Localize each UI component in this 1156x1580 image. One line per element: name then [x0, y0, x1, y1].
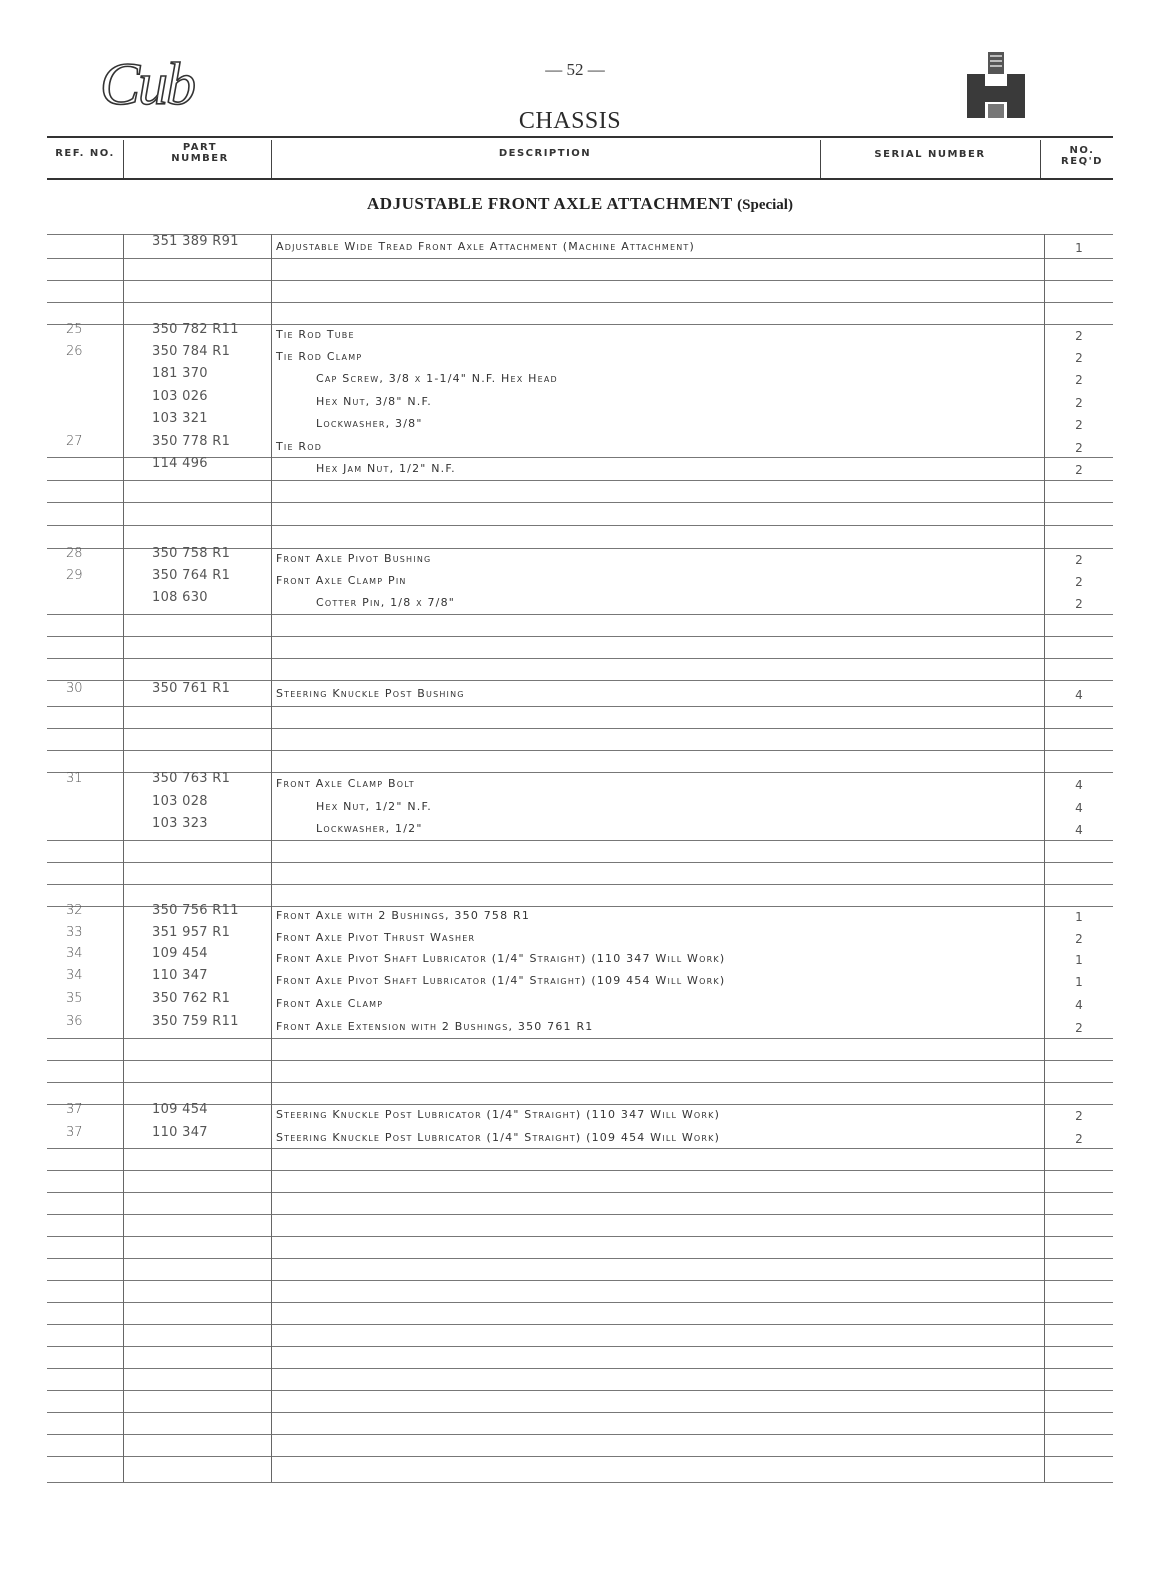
ref-no-cell: 26	[66, 344, 83, 359]
qty-cell: 2	[1075, 329, 1083, 343]
qty-cell: 2	[1075, 463, 1083, 477]
description-cell: Tie Rod Tube	[276, 328, 355, 341]
table-rule	[47, 1412, 1113, 1413]
part-number-cell: 350 778 R1	[152, 434, 231, 449]
qty-cell: 2	[1075, 373, 1083, 387]
description-cell: Front Axle Clamp Bolt	[276, 777, 415, 790]
qty-cell: 2	[1075, 418, 1083, 432]
table-row	[0, 458, 1156, 479]
table-rule	[47, 1170, 1113, 1171]
table-rule	[47, 1456, 1113, 1457]
qty-cell: 2	[1075, 553, 1083, 567]
table-rule	[47, 1192, 1113, 1193]
ref-no-cell: 30	[66, 681, 83, 696]
table-rule	[47, 1258, 1113, 1259]
subtitle-special: (Special)	[737, 197, 793, 213]
part-number-cell: 110 347	[152, 968, 208, 983]
qty-cell: 1	[1075, 910, 1083, 924]
description-cell: Front Axle Pivot Shaft Lubricator (1/4" Straight) (109 454 Will Work)	[276, 974, 726, 987]
table-row	[0, 927, 1156, 948]
description-cell: Steering Knuckle Post Bushing	[276, 687, 465, 700]
description-cell: Front Axle Extension with 2 Bushings, 350 761 R1	[276, 1020, 594, 1033]
table-row	[0, 1127, 1156, 1148]
description-cell: Adjustable Wide Tread Front Axle Attachment (Machine Attachment)	[276, 240, 695, 253]
description-cell: Lockwasher, 3/8"	[316, 417, 423, 430]
table-rule	[47, 750, 1113, 751]
description-cell: Hex Nut, 3/8" N.F.	[316, 395, 432, 408]
table-rule	[47, 1390, 1113, 1391]
table-rule	[47, 502, 1113, 503]
table-row	[0, 391, 1156, 412]
qty-cell: 4	[1075, 998, 1083, 1012]
qty-cell: 4	[1075, 823, 1083, 837]
table-rule	[47, 258, 1113, 259]
table-row	[0, 368, 1156, 389]
description-cell: Hex Jam Nut, 1/2" N.F.	[316, 462, 456, 475]
table-rule	[47, 1236, 1113, 1237]
table-row	[0, 236, 1156, 257]
col-header-serial-number: SERIAL NUMBER	[874, 149, 986, 160]
qty-cell: 4	[1075, 778, 1083, 792]
section-title: CHASSIS	[518, 108, 622, 134]
qty-cell: 1	[1075, 975, 1083, 989]
description-cell: Steering Knuckle Post Lubricator (1/4" Straight) (110 347 Will Work)	[276, 1108, 721, 1121]
part-number-cell: 350 763 R1	[152, 771, 231, 786]
description-cell: Front Axle with 2 Bushings, 350 758 R1	[276, 909, 531, 922]
part-number-cell: 350 784 R1	[152, 344, 231, 359]
table-rule	[47, 1082, 1113, 1083]
page-number: — 52 —	[545, 60, 605, 79]
part-number-cell: 350 782 R11	[152, 322, 239, 337]
qty-cell: 2	[1075, 597, 1083, 611]
ref-no-cell: 34	[66, 968, 83, 983]
description-cell: Front Axle Pivot Shaft Lubricator (1/4" Straight) (110 347 Will Work)	[276, 952, 726, 965]
part-number-cell: 108 630	[152, 590, 208, 605]
description-cell: Front Axle Pivot Bushing	[276, 552, 432, 565]
description-cell: Front Axle Clamp Pin	[276, 574, 407, 587]
table-row	[0, 592, 1156, 613]
ref-no-cell: 37	[66, 1125, 83, 1140]
table-rule	[47, 1280, 1113, 1281]
table-row	[0, 436, 1156, 457]
svg-text:Cub: Cub	[100, 51, 195, 117]
part-number-cell: 350 759 R11	[152, 1014, 239, 1029]
table-rule	[47, 636, 1113, 637]
table-row	[0, 818, 1156, 839]
part-number-cell: 103 323	[152, 816, 208, 831]
part-number-cell: 114 496	[152, 456, 208, 471]
ref-no-cell: 31	[66, 771, 83, 786]
qty-cell: 2	[1075, 441, 1083, 455]
table-row	[0, 1104, 1156, 1125]
description-cell: Cotter Pin, 1/8 x 7/8"	[316, 596, 456, 609]
table-rule	[47, 1434, 1113, 1435]
table-row	[0, 796, 1156, 817]
col-header-description: DESCRIPTION	[498, 148, 592, 159]
ref-no-cell: 29	[66, 568, 83, 583]
part-number-cell: 350 758 R1	[152, 546, 231, 561]
part-number-cell: 103 026	[152, 389, 208, 404]
table-rule	[47, 1060, 1113, 1061]
table-rule	[47, 884, 1113, 885]
table-row	[0, 948, 1156, 969]
table-rule	[47, 862, 1113, 863]
table-row	[0, 1016, 1156, 1037]
qty-cell: 2	[1075, 351, 1083, 365]
ref-no-cell: 33	[66, 925, 83, 940]
qty-cell: 2	[1075, 575, 1083, 589]
part-number-cell: 350 756 R11	[152, 903, 239, 918]
description-cell: Cap Screw, 3/8 x 1-1/4" N.F. Hex Head	[316, 372, 558, 385]
ref-no-cell: 28	[66, 546, 83, 561]
table-row	[0, 683, 1156, 704]
qty-cell: 2	[1075, 1109, 1083, 1123]
table-row	[0, 548, 1156, 569]
description-cell: Tie Rod Clamp	[276, 350, 363, 363]
table-rule	[47, 1148, 1113, 1149]
table-rule	[47, 1368, 1113, 1369]
table-rule	[47, 1482, 1113, 1483]
description-cell: Tie Rod	[276, 440, 323, 453]
subtitle-main: ADJUSTABLE FRONT AXLE ATTACHMENT	[367, 194, 733, 213]
qty-cell: 4	[1075, 801, 1083, 815]
qty-cell: 1	[1075, 953, 1083, 967]
table-row	[0, 773, 1156, 794]
part-number-cell: 350 764 R1	[152, 568, 231, 583]
description-cell: Front Axle Pivot Thrust Washer	[276, 931, 476, 944]
description-cell: Hex Nut, 1/2" N.F.	[316, 800, 432, 813]
table-rule	[47, 1324, 1113, 1325]
qty-cell: 1	[1075, 241, 1083, 255]
table-row	[0, 570, 1156, 591]
col-header-part-number: PART NUMBER	[171, 142, 229, 164]
ref-no-cell: 25	[66, 322, 83, 337]
qty-cell: 2	[1075, 396, 1083, 410]
ref-no-cell: 32	[66, 903, 83, 918]
table-rule	[47, 614, 1113, 615]
table-row	[0, 346, 1156, 367]
part-number-cell: 351 389 R91	[152, 234, 239, 249]
part-number-cell: 103 028	[152, 794, 208, 809]
description-cell: Steering Knuckle Post Lubricator (1/4" Straight) (109 454 Will Work)	[276, 1131, 721, 1144]
table-rule	[47, 1038, 1113, 1039]
table-rule	[47, 1346, 1113, 1347]
table-row	[0, 993, 1156, 1014]
table-rule	[47, 280, 1113, 281]
part-number-cell: 350 761 R1	[152, 681, 231, 696]
col-header-ref-no: REF. NO.	[55, 148, 115, 159]
qty-cell: 2	[1075, 1021, 1083, 1035]
table-row	[0, 413, 1156, 434]
qty-cell: 2	[1075, 1132, 1083, 1146]
part-number-cell: 351 957 R1	[152, 925, 231, 940]
ref-no-cell: 37	[66, 1102, 83, 1117]
part-number-cell: 110 347	[152, 1125, 208, 1140]
ref-no-cell: 35	[66, 991, 83, 1006]
description-cell: Front Axle Clamp	[276, 997, 384, 1010]
table-rule	[47, 728, 1113, 729]
part-number-cell: 103 321	[152, 411, 208, 426]
table-row	[0, 970, 1156, 991]
table-row	[0, 324, 1156, 345]
table-rule	[47, 480, 1113, 481]
part-number-cell: 109 454	[152, 946, 208, 961]
description-cell: Lockwasher, 1/2"	[316, 822, 423, 835]
col-header-no-reqd: NO. REQ'D	[1061, 145, 1103, 167]
table-rule	[47, 706, 1113, 707]
ref-no-cell: 36	[66, 1014, 83, 1029]
qty-cell: 2	[1075, 932, 1083, 946]
table-rule	[47, 1302, 1113, 1303]
table-rule	[47, 302, 1113, 303]
table-rule	[47, 525, 1113, 526]
part-number-cell: 350 762 R1	[152, 991, 231, 1006]
table-rule	[47, 658, 1113, 659]
qty-cell: 4	[1075, 688, 1083, 702]
part-number-cell: 181 370	[152, 366, 208, 381]
table-row	[0, 905, 1156, 926]
ref-no-cell: 34	[66, 946, 83, 961]
table-rule	[47, 840, 1113, 841]
ref-no-cell: 27	[66, 434, 83, 449]
part-number-cell: 109 454	[152, 1102, 208, 1117]
table-rule	[47, 1214, 1113, 1215]
